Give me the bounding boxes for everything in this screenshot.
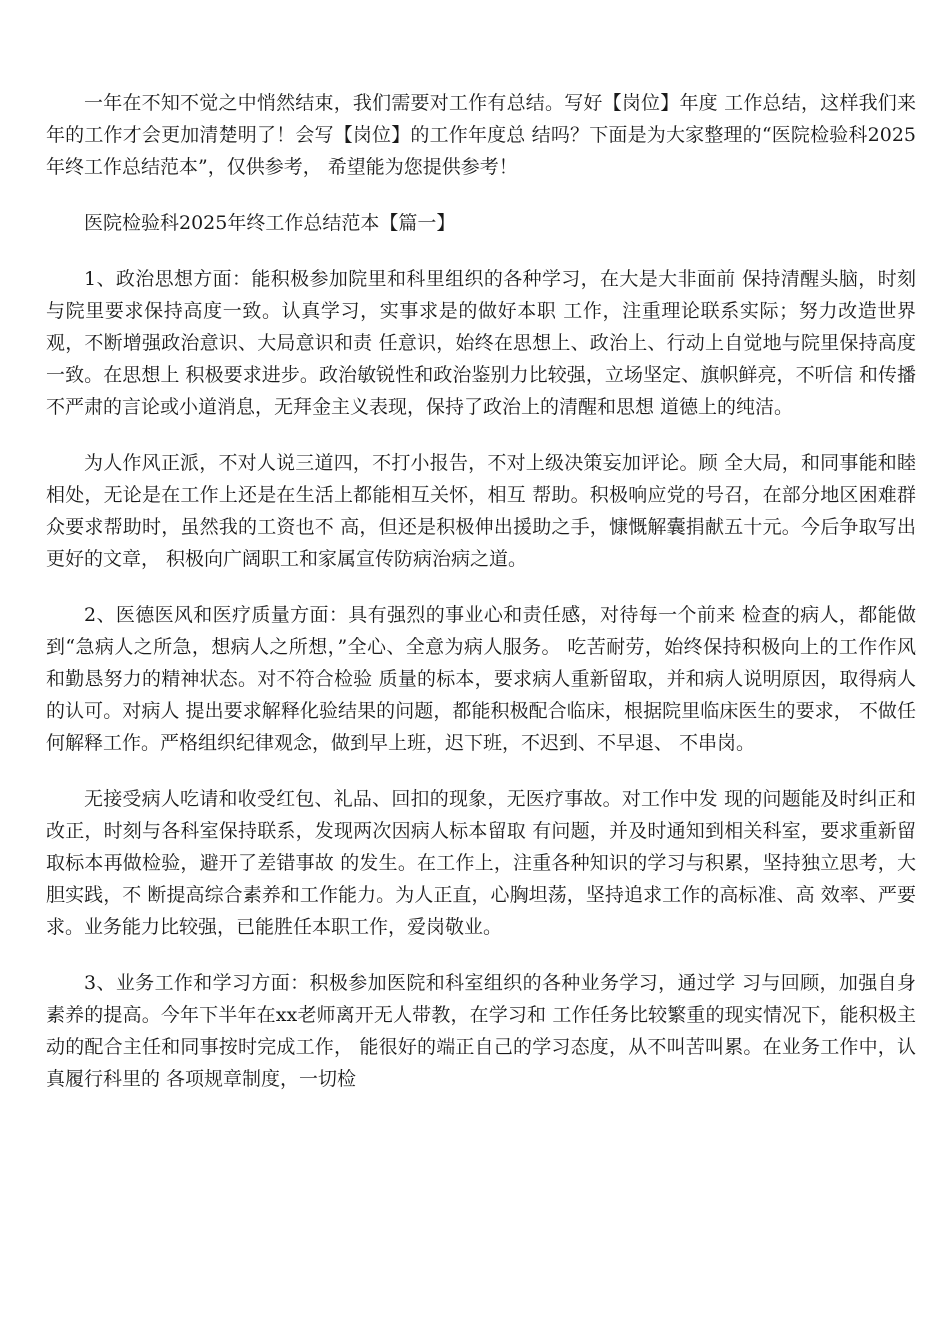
paragraph-conduct: 为人作风正派，不对人说三道四，不打小报告，不对上级决策妄加评论。顾 全大局，和同事能和睦相处，无论是在工作上还是在生活上都能相互关怀，相互 帮助。积极响应党的号召，在部分地区困难群众要求帮助时，虽然我的工资也不 高，但还是积极伸出援助之手，慷慨解囊捐献五十元。今后争取写出更好的文章， 积极向广阔职工和家属宣传防病治病之道。	[46, 452, 916, 570]
document-body	[46, 87, 916, 1119]
paragraph-no-incidents: 无接受病人吃请和收受红包、礼品、回扣的现象，无医疗事故。对工作中发 现的问题能及时纠正和改正，时刻与各科室保持联系，发现两次因病人标本留取 有问题，并及时通知到相关科室，要求重新留取标本再做检验，避开了差错事故 的发生。在工作上，注重各种知识的学习与积累，坚持独立思考，大胆实践，不 断提高综合素养和工作能力。为人正直，心胸坦荡，坚持追求工作的高标准、高 效率、严要求。业务能力比较强，已能胜任本职工作，爱岗敬业。	[46, 788, 916, 938]
paragraph-study: 3、业务工作和学习方面：积极参加医院和科室组织的各种业务学习，通过学 习与回顾，加强自身素养的提高。今年下半年在xx老师离开无人带教，在学习和 工作任务比较繁重的现实情况下，能积极主动的配合主任和同事按时完成工作， 能很好的端正自己的学习态度，从不叫苦叫累。在业务工作中，认真履行科里的 各项规章制度，一切检	[46, 972, 916, 1090]
paragraph-medical-ethics: 2、医德医风和医疗质量方面：具有强烈的事业心和责任感，对待每一个前来 检查的病人，都能做到“急病人之所急，想病人之所想，”全心、全意为病人服务。 吃苦耐劳，始终保持积极向上的工作作风和勤恳努力的精神状态。对不符合检验 质量的标本，要求病人重新留取，并和病人说明原因，取得病人的认可。对病人 提出要求解释化验结果的问题，都能积极配合临床，根据院里临床医生的要求， 不做任何解释工作。严格组织纪律观念，做到早上班，迟下班，不迟到、不早退、 不串岗。	[46, 604, 916, 754]
section-title: 医院检验科2025年终工作总结范本【篇一】	[84, 212, 456, 234]
intro-paragraph: 一年在不知不觉之中悄然结束，我们需要对工作有总结。写好【岗位】年度 工作总结，这样我们来年的工作才会更加清楚明了！会写【岗位】的工作年度总 结吗？下面是为大家整理的“医院检验科2025年终工作总结范本”，仅供参考， 希望能为您提供参考！	[46, 92, 916, 178]
paragraph-political: 1、政治思想方面：能积极参加院里和科里组织的各种学习，在大是大非面前 保持清醒头脑，时刻与院里要求保持高度一致。认真学习，实事求是的做好本职 工作，注重理论联系实际；努力改造世界观，不断增强政治意识、大局意识和责 任意识，始终在思想上、政治上、行动上自觉地与院里保持高度一致。在思想上 积极要求进步。政治敏锐性和政治鉴别力比较强，立场坚定、旗帜鲜亮，不听信 和传播不严肃的言论或小道消息，无拜金主义表现，保持了政治上的清醒和思想 道德上的纯洁。	[46, 268, 916, 418]
